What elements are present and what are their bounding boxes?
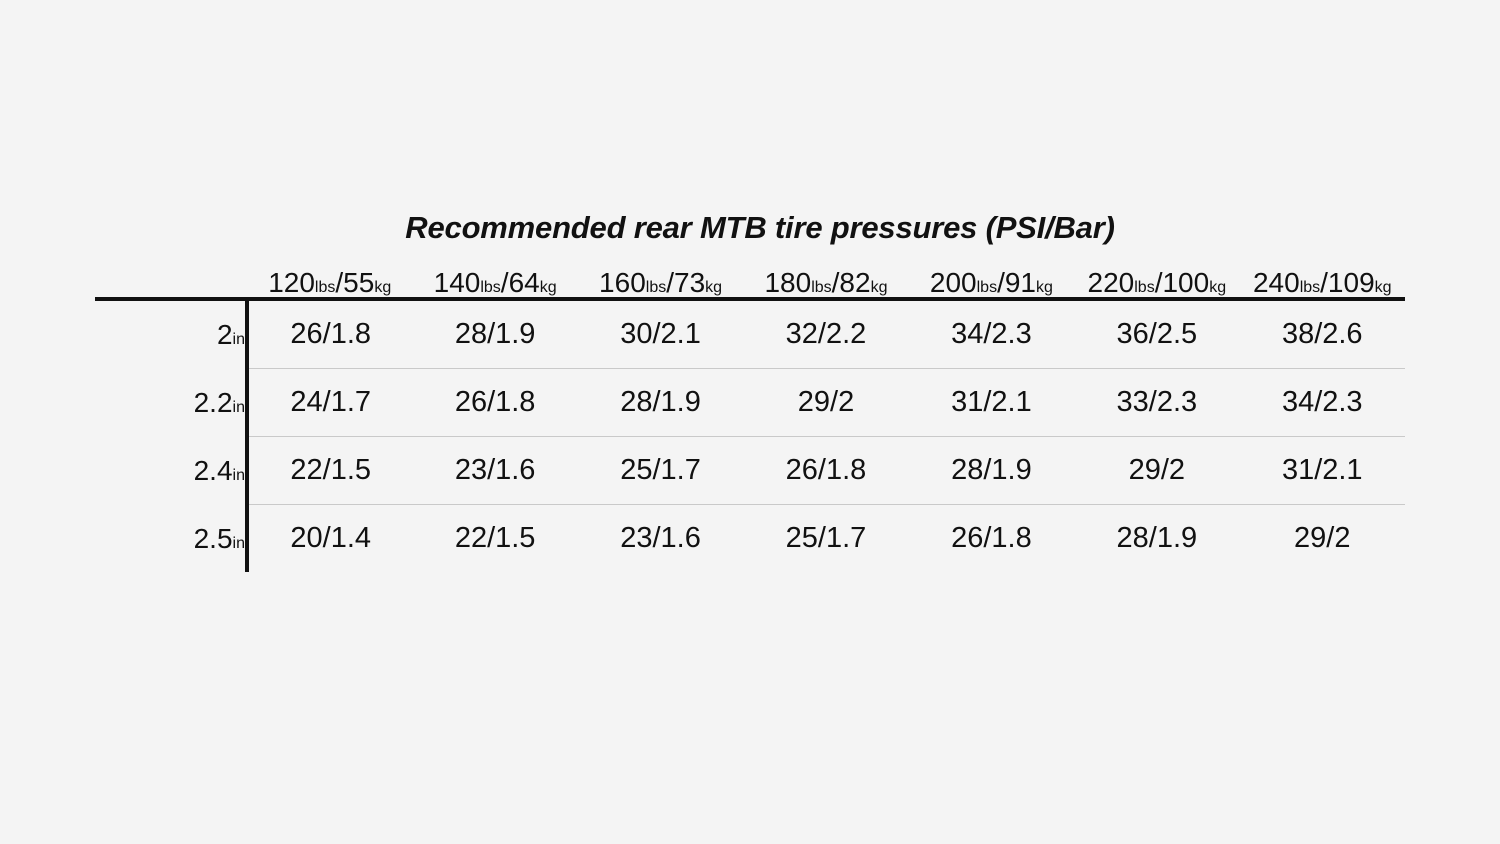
cell-2.2in-140lbs: 26/1.8 — [412, 369, 577, 437]
cell-2.2in-240lbs: 34/2.3 — [1240, 369, 1405, 437]
col-weight-lbs: 120 — [268, 267, 315, 298]
cell-2.2in-220lbs: 33/2.3 — [1074, 369, 1239, 437]
col-unit-lbs: lbs — [1299, 279, 1321, 296]
cell-2.5in-220lbs: 28/1.9 — [1116, 522, 1198, 555]
row-size: 2.4 — [193, 454, 233, 486]
cell-2.2in-160lbs: 28/1.9 — [578, 369, 743, 437]
row-unit: in — [232, 331, 245, 349]
column-header-240lbs — [1240, 268, 1405, 299]
row-header-2in — [95, 299, 247, 369]
col-weight-lbs: 240 — [1252, 267, 1300, 298]
header-row — [95, 268, 1405, 299]
col-weight-kg: 64 — [508, 267, 540, 298]
col-unit-kg: kg — [1036, 279, 1053, 296]
col-weight-kg: 109 — [1327, 267, 1375, 298]
row-size: 2.5 — [193, 522, 233, 554]
table-row — [95, 505, 1405, 573]
row-unit: in — [232, 466, 245, 484]
col-separator: / — [1154, 267, 1163, 298]
row-header-2.5in — [95, 505, 247, 573]
column-header-200lbs — [909, 268, 1074, 299]
col-unit-kg: kg — [539, 279, 557, 296]
col-unit-kg: kg — [870, 279, 888, 296]
cell-2.5in-160lbs: 23/1.6 — [620, 522, 701, 555]
cell-2in-220lbs: 36/2.5 — [1074, 299, 1239, 369]
row-size: 2 — [216, 319, 233, 351]
row-unit: in — [232, 534, 245, 552]
col-unit-kg: kg — [1209, 279, 1227, 296]
column-header-120lbs — [247, 268, 412, 299]
pressure-chart — [0, 210, 1500, 572]
cell-2in-160lbs: 30/2.1 — [578, 299, 743, 369]
cell-2.2in-120lbs: 24/1.7 — [247, 369, 412, 437]
column-header-220lbs — [1074, 268, 1239, 299]
col-unit-lbs: lbs — [811, 279, 832, 296]
col-weight-kg: 73 — [674, 267, 706, 298]
row-size: 2.2 — [193, 386, 233, 418]
cell-2in-240lbs: 38/2.6 — [1240, 299, 1405, 369]
col-separator: / — [666, 267, 674, 298]
cell-2.4in-220lbs: 29/2 — [1074, 437, 1239, 505]
cell-2.5in-120lbs: 20/1.4 — [290, 522, 372, 555]
col-weight-kg: 55 — [343, 267, 375, 298]
col-unit-kg: kg — [1374, 279, 1392, 296]
column-header-180lbs — [743, 268, 908, 299]
col-unit-lbs: lbs — [480, 279, 501, 296]
col-separator: / — [335, 267, 344, 298]
col-unit-kg: kg — [705, 279, 723, 296]
cell-2in-180lbs: 32/2.2 — [743, 299, 908, 369]
cell-2.4in-200lbs: 28/1.9 — [909, 437, 1074, 505]
row-header-2.2in — [95, 369, 247, 437]
table-row — [95, 437, 1405, 505]
table-row — [95, 369, 1405, 437]
col-unit-kg: kg — [374, 279, 392, 296]
cell-2.5in-200lbs: 26/1.8 — [951, 522, 1032, 555]
col-weight-kg: 91 — [1004, 267, 1036, 298]
column-header-160lbs — [578, 268, 743, 299]
chart-title: Recommended rear MTB tire pressures (PSI/Bar) — [405, 210, 1115, 245]
table-row — [95, 299, 1405, 369]
col-weight-lbs: 180 — [764, 267, 812, 298]
cell-2in-120lbs: 26/1.8 — [247, 299, 412, 369]
row-header-2.4in — [95, 437, 247, 505]
cell-2.4in-180lbs: 26/1.8 — [743, 437, 908, 505]
col-weight-kg: 82 — [839, 267, 871, 298]
cell-2.4in-240lbs: 31/2.1 — [1240, 437, 1405, 505]
col-separator: / — [1320, 267, 1328, 298]
col-weight-lbs: 140 — [433, 267, 481, 298]
row-unit: in — [232, 398, 245, 416]
cell-2in-140lbs: 28/1.9 — [412, 299, 577, 369]
col-unit-lbs: lbs — [1134, 279, 1155, 296]
column-header-140lbs — [412, 268, 577, 299]
table-header — [95, 268, 1405, 299]
col-separator: / — [500, 267, 509, 298]
cell-2.4in-140lbs: 23/1.6 — [412, 437, 577, 505]
cell-2.5in-180lbs: 25/1.7 — [785, 522, 867, 555]
cell-2.4in-120lbs: 22/1.5 — [247, 437, 412, 505]
col-unit-lbs: lbs — [314, 279, 336, 296]
col-weight-lbs: 200 — [929, 267, 977, 298]
cell-2.5in-140lbs: 22/1.5 — [454, 522, 536, 555]
cell-2.2in-200lbs: 31/2.1 — [909, 369, 1074, 437]
cell-2.2in-180lbs: 29/2 — [743, 369, 908, 437]
col-unit-lbs: lbs — [645, 279, 667, 296]
col-weight-kg: 100 — [1162, 267, 1210, 298]
table-corner-cell — [95, 268, 247, 299]
cell-2.5in-240lbs: 29/2 — [1294, 522, 1351, 555]
tire-pressure-table — [95, 268, 1405, 572]
col-weight-lbs: 160 — [599, 267, 646, 298]
table-body — [95, 299, 1405, 572]
col-unit-lbs: lbs — [976, 279, 998, 296]
col-weight-lbs: 220 — [1087, 267, 1135, 298]
col-separator: / — [831, 267, 840, 298]
cell-2in-200lbs: 34/2.3 — [909, 299, 1074, 369]
cell-2.4in-160lbs: 25/1.7 — [578, 437, 743, 505]
col-separator: / — [997, 267, 1005, 298]
